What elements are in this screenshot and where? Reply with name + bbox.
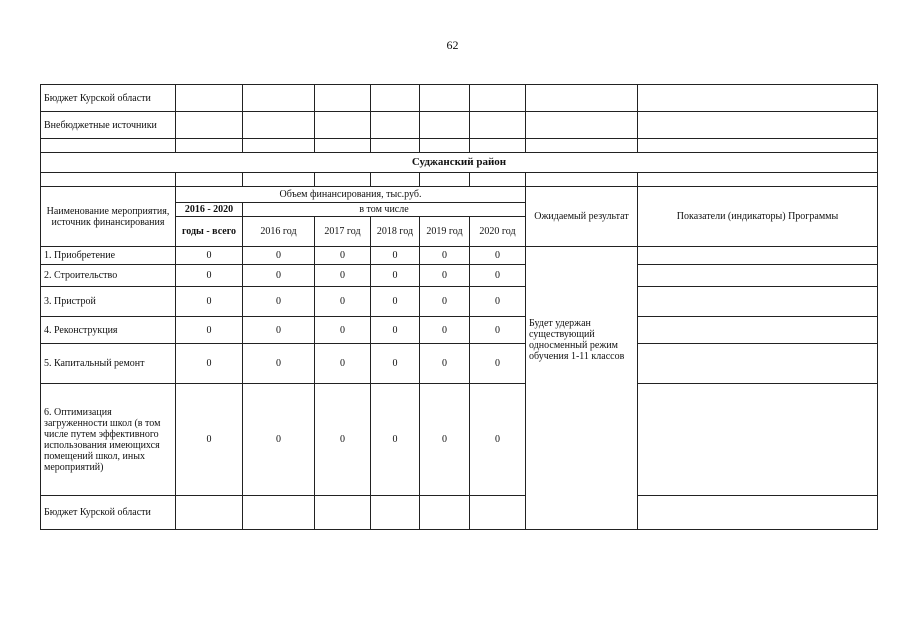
cell-total: 0 (176, 384, 243, 496)
header-name: Наименование мероприятия, источник финансирования (41, 187, 176, 247)
header-2020: 2020 год (470, 217, 526, 247)
cell-2019: 0 (420, 247, 470, 265)
cell-2019: 0 (420, 384, 470, 496)
cell-2018: 0 (371, 265, 420, 287)
cell-2018: 0 (371, 317, 420, 344)
financing-table (40, 84, 878, 530)
row-name: 1. Приобретение (41, 247, 176, 265)
cell-2017: 0 (315, 247, 371, 265)
cell-2018: 0 (371, 384, 420, 496)
page-number: 62 (446, 38, 459, 52)
cell-2017: 0 (315, 317, 371, 344)
cell-2020: 0 (470, 265, 526, 287)
cell-2016: 0 (243, 344, 315, 384)
cell-2018: 0 (371, 344, 420, 384)
header-2018: 2018 год (371, 217, 420, 247)
row-name: 2. Строительство (41, 265, 176, 287)
table-row (41, 112, 878, 139)
cell-2018: 0 (371, 247, 420, 265)
cell-2019: 0 (420, 317, 470, 344)
cell-2016: 0 (243, 265, 315, 287)
row-name: Внебюджетные источники (41, 112, 176, 139)
table-row (41, 384, 878, 496)
table-row (41, 85, 878, 112)
cell-2019: 0 (420, 287, 470, 317)
cell-2016: 0 (243, 317, 315, 344)
cell-2020: 0 (470, 317, 526, 344)
row-name: 4. Реконструкция (41, 317, 176, 344)
header-2019: 2019 год (420, 217, 470, 247)
cell-total: 0 (176, 287, 243, 317)
table-row (41, 139, 878, 153)
cell-2017: 0 (315, 384, 371, 496)
table-row (41, 344, 878, 384)
header-total-period: 2016 - 2020 (176, 203, 243, 217)
table-row (41, 496, 878, 530)
section-title: Суджанский район (41, 153, 878, 173)
table-row (41, 173, 878, 187)
cell-2017: 0 (315, 265, 371, 287)
cell-total: 0 (176, 265, 243, 287)
row-name: Бюджет Курской области (41, 496, 176, 530)
cell-total: 0 (176, 317, 243, 344)
cell-2020: 0 (470, 287, 526, 317)
cell-2016: 0 (243, 247, 315, 265)
cell-2020: 0 (470, 384, 526, 496)
header-funding: Объем финансирования, тыс.руб. (176, 187, 526, 203)
row-name: 5. Капитальный ремонт (41, 344, 176, 384)
expected-result-text: Будет удержан существующий односменный режим обучения 1-11 классов (529, 318, 625, 362)
header-2016: 2016 год (243, 217, 315, 247)
row-name: 6. Оптимизация загруженности школ (в том числе путем эффективного использования имеющихся помещений школ, иных мероприятий) (41, 384, 176, 496)
cell-2016: 0 (243, 384, 315, 496)
cell-2019: 0 (420, 265, 470, 287)
table-row (41, 317, 878, 344)
cell-2018: 0 (371, 287, 420, 317)
cell-total: 0 (176, 344, 243, 384)
expected-result (526, 247, 638, 530)
cell-total: 0 (176, 247, 243, 265)
table-row (41, 287, 878, 317)
header-2017: 2017 год (315, 217, 371, 247)
cell-2016: 0 (243, 287, 315, 317)
header-including: в том числе (243, 203, 526, 217)
cell-2017: 0 (315, 287, 371, 317)
header-indicators: Показатели (индикаторы) Программы (638, 187, 878, 247)
row-name: Бюджет Курской области (41, 85, 176, 112)
table-row (41, 247, 878, 265)
header-result: Ожидаемый результат (526, 187, 638, 247)
cell-2020: 0 (470, 247, 526, 265)
cell-2020: 0 (470, 344, 526, 384)
row-name: 3. Пристрой (41, 287, 176, 317)
cell-2019: 0 (420, 344, 470, 384)
table-row (41, 265, 878, 287)
header-total-label: годы - всего (176, 217, 243, 247)
cell-2017: 0 (315, 344, 371, 384)
